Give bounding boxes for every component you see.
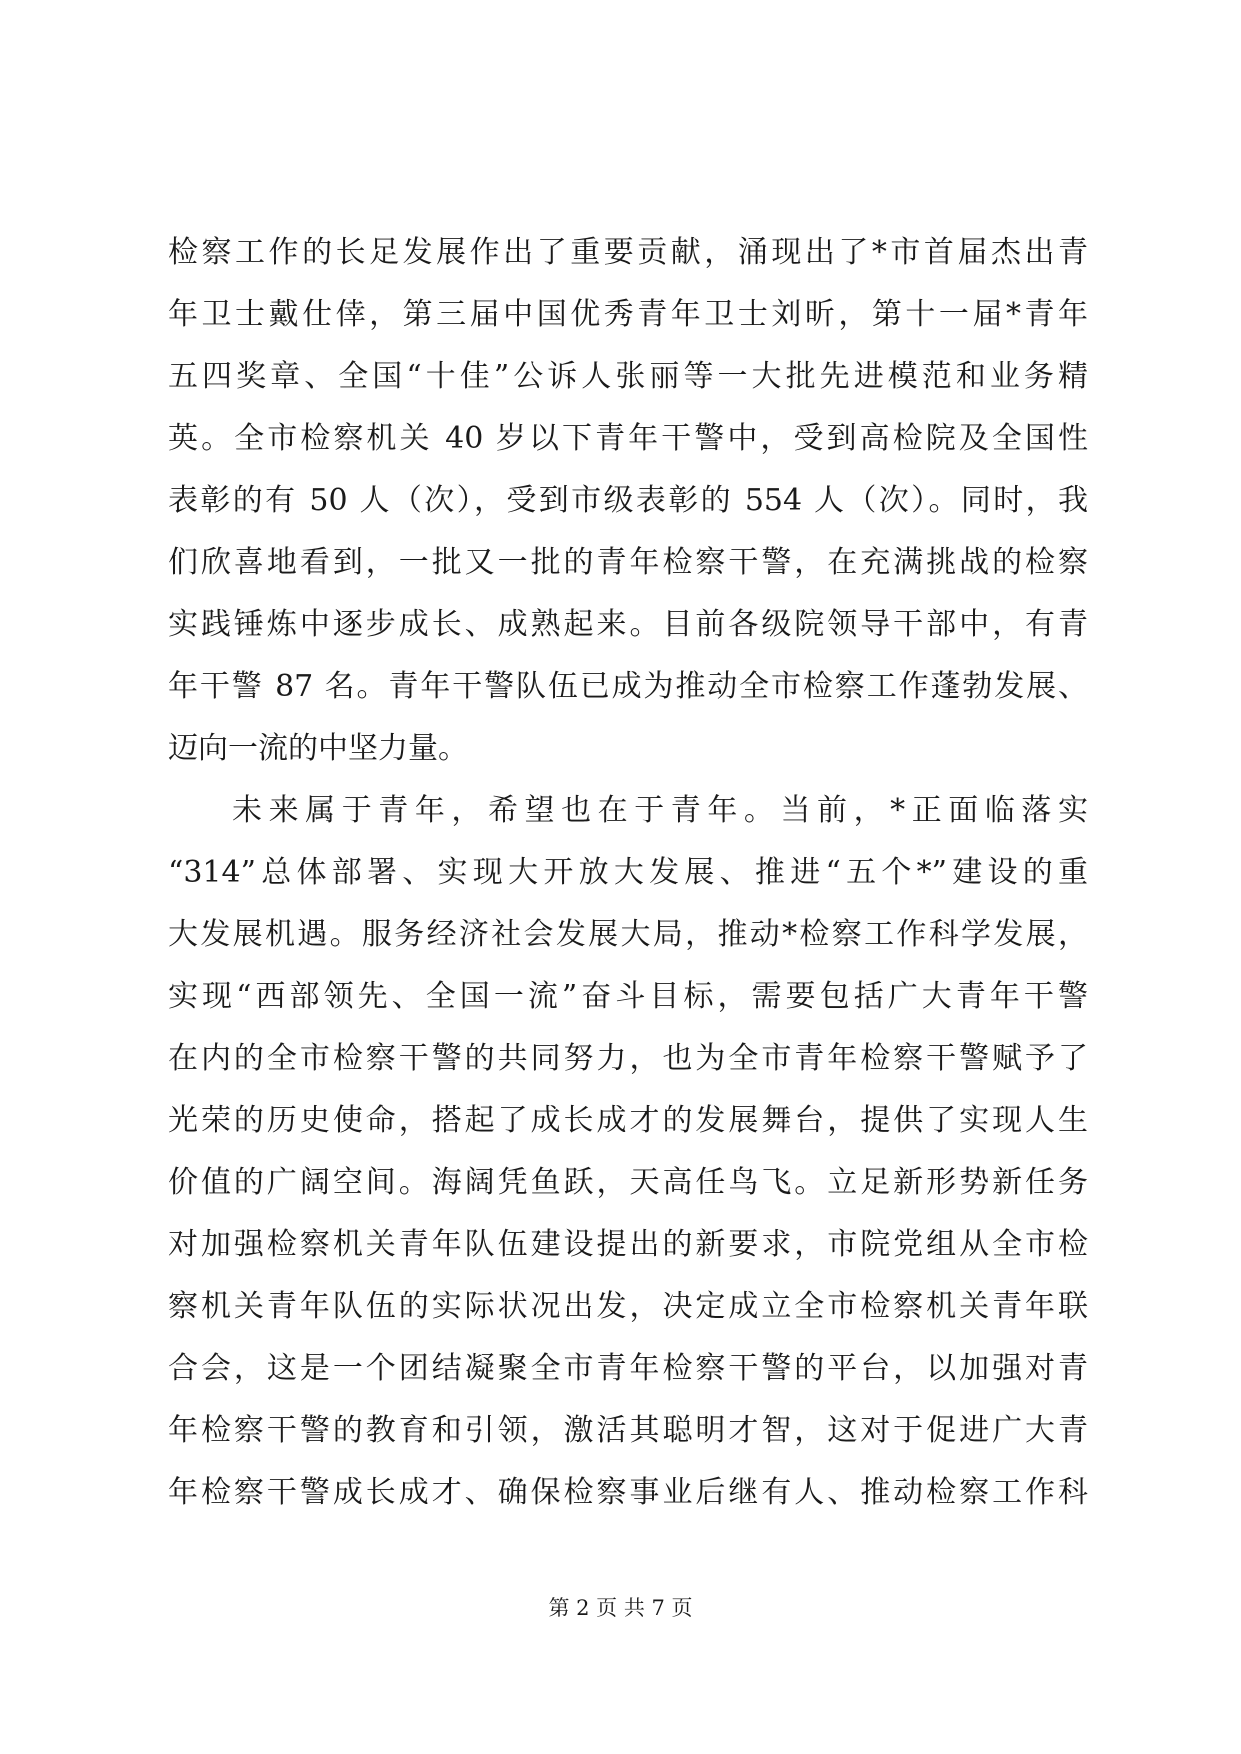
- paragraph-2: [168, 780, 1088, 1524]
- paragraph-1: [168, 222, 1088, 780]
- text-line: 表彰的有 50 人（次），受到市级表彰的 554 人（次）。同时，我: [168, 483, 1088, 518]
- text-line: 未来属于青年，希望也在于青年。当前，*正面临落实: [232, 793, 1088, 828]
- text-line: 大发展机遇。服务经济社会发展大局，推动*检察工作科学发展，: [168, 917, 1088, 952]
- text-line: 年干警 87 名。青年干警队伍已成为推动全市检察工作蓬勃发展、: [168, 669, 1088, 704]
- text-line: 检察工作的长足发展作出了重要贡献，涌现出了*市首届杰出青: [168, 235, 1088, 270]
- text-line: 年检察干警成长成才、确保检察事业后继有人、推动检察工作科: [168, 1475, 1088, 1510]
- text-line: 察机关青年队伍的实际状况出发，决定成立全市检察机关青年联: [168, 1289, 1088, 1324]
- text-line: 价值的广阔空间。海阔凭鱼跃，天高任鸟飞。立足新形势新任务: [168, 1165, 1088, 1200]
- text-line: 在内的全市检察干警的共同努力，也为全市青年检察干警赋予了: [168, 1041, 1088, 1076]
- text-line: 五四奖章、全国“十佳”公诉人张丽等一大批先进模范和业务精: [168, 359, 1088, 394]
- page-number-footer: 第 2 页 共 7 页: [548, 1596, 693, 1620]
- text-line: 年检察干警的教育和引领，激活其聪明才智，这对于促进广大青: [168, 1413, 1088, 1448]
- text-line: 迈向一流的中坚力量。: [168, 731, 468, 766]
- text-line: 实现“西部领先、全国一流”奋斗目标，需要包括广大青年干警: [168, 979, 1088, 1014]
- text-line: 合会，这是一个团结凝聚全市青年检察干警的平台，以加强对青: [168, 1351, 1088, 1386]
- text-line: 对加强检察机关青年队伍建设提出的新要求，市院党组从全市检: [168, 1227, 1088, 1262]
- text-line: 光荣的历史使命，搭起了成长成才的发展舞台，提供了实现人生: [168, 1103, 1088, 1138]
- text-line: 们欣喜地看到，一批又一批的青年检察干警，在充满挑战的检察: [168, 545, 1088, 580]
- text-line: 年卫士戴仕倖，第三届中国优秀青年卫士刘昕，第十一届*青年: [168, 297, 1088, 332]
- body-text: [168, 222, 1088, 1524]
- text-line: “314”总体部署、实现大开放大发展、推进“五个*”建设的重: [168, 855, 1088, 890]
- text-line: 英。全市检察机关 40 岁以下青年干警中，受到高检院及全国性: [168, 421, 1088, 456]
- text-line: 实践锤炼中逐步成长、成熟起来。目前各级院领导干部中，有青: [168, 607, 1088, 642]
